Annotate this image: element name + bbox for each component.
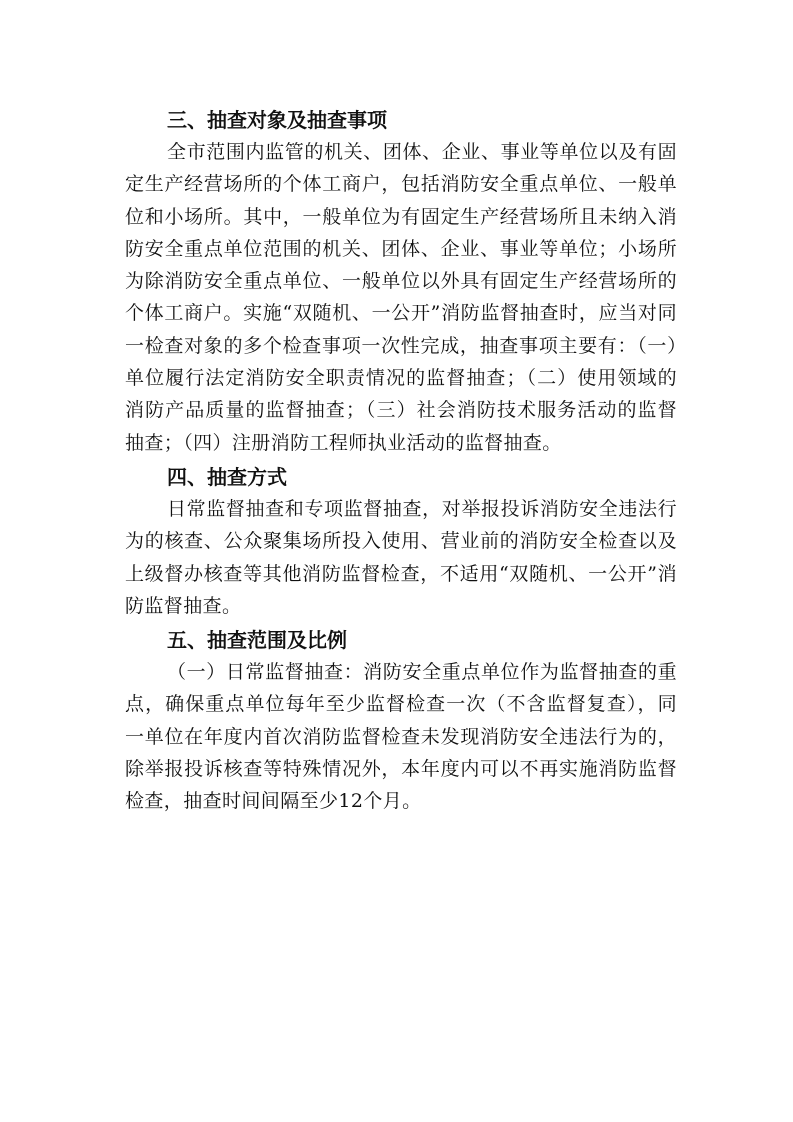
section-paragraph-3: 全市范围内监管的机关、团体、企业、事业等单位以及有固定生产经营场所的个体工商户，包括消防安全重点单位、一般单位和小场所。其中，一般单位为有固定生产经营场所且未纳入消防安全重点单位范围的机关、团体、企业、事业等单位；小场所为除消防安全重点单位、一般单位以外具有固定生产经营场所的个体工商户。实施“双随机、一公开”消防监督抽查时，应当对同一检查对象的多个检查事项一次性完成，抽查事项主要有：（一）单位履行法定消防安全职责情况的监督抽查；（二）使用领域的消防产品质量的监督抽查；（三）社会消防技术服务活动的监督抽查；（四）注册消防工程师执业活动的监督抽查。 [125,141,677,454]
section-heading-5: 五、抽查范围及比例 [167,628,347,653]
section-heading-4: 四、抽查方式 [167,464,287,489]
document-body [125,104,677,818]
section-paragraph-5: （一）日常监督抽查：消防安全重点单位作为监督抽查的重点，确保重点单位每年至少监督检查一次（不含监督复查），同一单位在年度内首次消防监督检查未发现消防安全违法行为的，除举报投诉核查等特殊情况外，本年度内可以不再实施消防监督检查，抽查时间间隔至少12个月。 [125,661,677,813]
section-paragraph-4: 日常监督抽查和专项监督抽查，对举报投诉消防安全违法行为的核查、公众聚集场所投入使用、营业前的消防安全检查以及上级督办核查等其他消防监督检查，不适用“双随机、一公开”消防监督抽查。 [125,497,677,617]
section-heading-3: 三、抽查对象及抽查事项 [167,108,387,132]
